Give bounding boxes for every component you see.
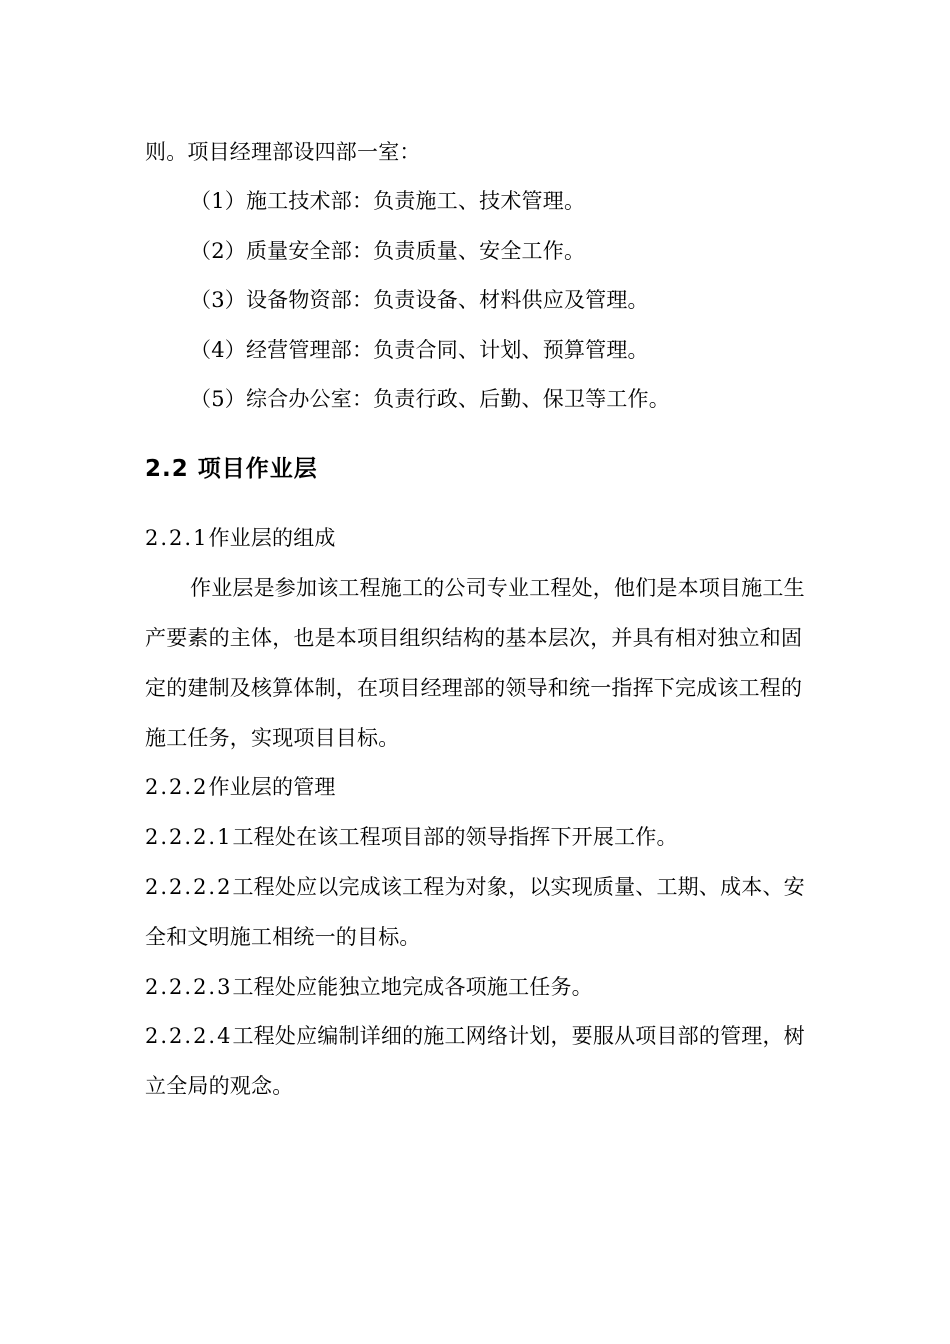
subsection-number: 2.2.1 bbox=[145, 526, 209, 550]
subsection-title: 作业层的组成 bbox=[208, 526, 336, 550]
item-text: 工程处应编制详细的施工网络计划，要服从项目部的管理，树 bbox=[232, 1024, 805, 1048]
subsection-heading-2-2-2 bbox=[145, 773, 336, 801]
item-number: 2.2.2.4 bbox=[145, 1024, 233, 1048]
item-number: 2.2.2.1 bbox=[145, 825, 233, 849]
section-heading: 2.2 项目作业层 bbox=[145, 456, 318, 482]
item-number: 2.2.2.3 bbox=[145, 975, 233, 999]
management-item-3 bbox=[145, 973, 593, 1001]
subsection-number: 2.2.2 bbox=[145, 775, 209, 799]
department-item-5: （5）综合办公室：负责行政、后勤、保卫等工作。 bbox=[190, 387, 670, 411]
subsection-title: 作业层的管理 bbox=[208, 775, 336, 799]
management-item-1 bbox=[145, 823, 678, 851]
paragraph-line-3: 定的建制及核算体制，在项目经理部的领导和统一指挥下完成该工程的 bbox=[145, 676, 803, 700]
department-item-4: （4）经营管理部：负责合同、计划、预算管理。 bbox=[190, 338, 649, 362]
item-text: 工程处应能独立地完成各项施工任务。 bbox=[232, 975, 593, 999]
management-item-2 bbox=[145, 873, 805, 901]
management-item-4-continued: 立全局的观念。 bbox=[145, 1074, 294, 1098]
intro-text: 则。项目经理部设四部一室： bbox=[145, 140, 421, 164]
management-item-4 bbox=[145, 1022, 805, 1050]
item-text: 工程处在该工程项目部的领导指挥下开展工作。 bbox=[232, 825, 678, 849]
paragraph-line-1: 作业层是参加该工程施工的公司专业工程处，他们是本项目施工生 bbox=[190, 576, 805, 600]
subsection-heading-2-2-1 bbox=[145, 524, 336, 552]
management-item-2-continued: 全和文明施工相统一的目标。 bbox=[145, 925, 421, 949]
item-text: 工程处应以完成该工程为对象，以实现质量、工期、成本、安 bbox=[232, 875, 805, 899]
department-item-1: （1）施工技术部：负责施工、技术管理。 bbox=[190, 189, 586, 213]
department-item-2: （2）质量安全部：负责质量、安全工作。 bbox=[190, 239, 586, 263]
item-number: 2.2.2.2 bbox=[145, 875, 233, 899]
paragraph-line-4: 施工任务，实现项目目标。 bbox=[145, 726, 400, 750]
paragraph-line-2: 产要素的主体，也是本项目组织结构的基本层次，并具有相对独立和固 bbox=[145, 626, 803, 650]
department-item-3: （3）设备物资部：负责设备、材料供应及管理。 bbox=[190, 288, 649, 312]
